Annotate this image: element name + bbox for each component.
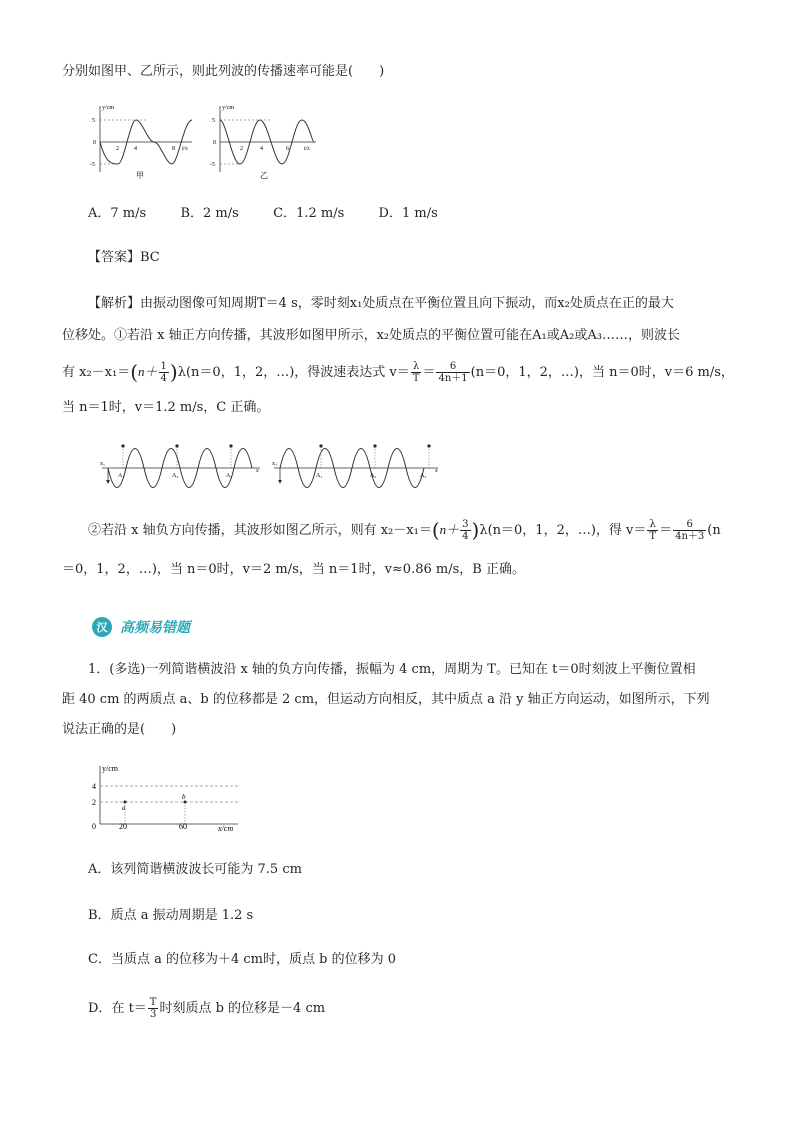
q2-option-c[interactable]: C．当质点 a 的位移为＋4 cm时，质点 b 的位移为 0: [88, 952, 396, 967]
analysis-line-4: 当 n＝1时，v＝1.2 m/s，C 正确。: [62, 400, 270, 415]
svg-text:x: x: [435, 468, 438, 474]
svg-text:a: a: [122, 804, 126, 812]
svg-text:x: x: [256, 468, 259, 474]
svg-text:5: 5: [92, 118, 95, 124]
answer-value: BC: [140, 250, 160, 265]
fig-right-graph: [210, 105, 316, 180]
answer-tag: 【答案】: [88, 250, 141, 265]
svg-text:A₂: A₂: [172, 473, 179, 479]
analysis-line-3: 有 x₂－x₁＝(n＋ $\frac{1}{4}$ )λ(n＝0，1，2，…)，得波速表达式 v＝ $\frac{\lambda}{T}$ ＝ $\frac{6}{4n+1}$ (n＝0，1，2，…)，当 n＝0时，v＝6 m/s，: [62, 360, 734, 384]
section-header: [92, 616, 190, 638]
analysis-line-1: 【解析】由振动图像可知周期T＝4 s，零时刻x₁处质点在平衡位置且向下振动，而x₂处质点在正的最大: [88, 296, 674, 311]
svg-text:4: 4: [134, 146, 137, 152]
svg-text:A₃: A₃: [420, 473, 427, 479]
svg-text:-5: -5: [90, 162, 95, 168]
q1-vibration-figure: [88, 102, 328, 182]
svg-text:4: 4: [92, 782, 96, 791]
q2-line-2: 距 40 cm 的两质点 a、b 的位移都是 2 cm，但运动方向相反，其中质点 a 沿 y 轴正方向运动，如图所示，下列: [62, 692, 710, 707]
svg-text:A₁: A₁: [316, 473, 323, 479]
svg-text:0: 0: [93, 140, 96, 146]
q2-figure: [88, 762, 248, 834]
q1-option-c[interactable]: C．1.2 m/s: [273, 206, 345, 221]
fig-left-ylabel: y/cm: [102, 105, 114, 111]
q1-options: [88, 204, 438, 224]
svg-text:A₁: A₁: [118, 473, 125, 479]
svg-text:2: 2: [116, 146, 119, 152]
section-title: 高频易错题: [120, 620, 190, 636]
svg-text:x/cm: x/cm: [218, 824, 234, 833]
svg-text:6: 6: [286, 146, 289, 152]
wave-left: [100, 444, 260, 487]
svg-text:5: 5: [212, 118, 215, 124]
fig-right-caption: 乙: [260, 171, 268, 180]
q2-line-1: 1．(多选)一列简谐横波沿 x 轴的负方向传播，振幅为 4 cm，周期为 T。已知在 t＝0时刻波上平衡位置相: [88, 662, 696, 677]
q2-option-a[interactable]: A．该列简谐横波波长可能为 7.5 cm: [88, 862, 302, 877]
q1-option-b[interactable]: B．2 m/s: [180, 206, 239, 221]
svg-text:20: 20: [119, 822, 127, 831]
analysis-line-6: ＝0，1，2，…)，当 n＝0时，v＝2 m/s，当 n＝1时，v≈0.86 m/s，B 正确。: [62, 562, 525, 577]
svg-text:y/cm: y/cm: [222, 105, 234, 111]
svg-text:60: 60: [179, 822, 187, 831]
svg-text:y/cm: y/cm: [102, 764, 118, 773]
q2-option-b[interactable]: B．质点 a 振动周期是 1.2 s: [88, 908, 254, 923]
q2-option-d[interactable]: D．在 t＝ $\frac{T}{3}$ 时刻质点 b 的位移是－4 cm: [88, 997, 326, 1020]
section-icon: 汉: [92, 617, 112, 637]
svg-text:8: 8: [172, 146, 175, 152]
analysis-line-2: 位移处。①若沿 x 轴正方向传播，其波形如图甲所示，x₂处质点的平衡位置可能在A₁或A₂或A₃……，则波长: [62, 328, 680, 343]
svg-text:x₁: x₁: [272, 461, 278, 467]
svg-text:t/s: t/s: [304, 146, 310, 152]
svg-text:2: 2: [240, 146, 243, 152]
q1-stem: 分别如图甲、乙所示，则此列波的传播速率可能是( ): [62, 64, 385, 79]
svg-text:t/s: t/s: [182, 146, 188, 152]
svg-text:-5: -5: [210, 162, 215, 168]
analysis-line-5: ②若沿 x 轴负方向传播，其波形如图乙所示，则有 x₂－x₁＝(n＋ $\frac{3}{4}$ )λ(n＝0，1，2，…)，得 v＝ $\frac{\lambda}{T}$ ＝ $\frac{6}{4n+3}$ (n: [88, 518, 721, 542]
svg-text:x₁: x₁: [100, 461, 106, 467]
svg-text:2: 2: [92, 798, 96, 807]
q2-line-3: 说法正确的是( ): [62, 722, 177, 737]
svg-text:4: 4: [260, 146, 263, 152]
q1-option-a[interactable]: A．7 m/s: [88, 206, 147, 221]
svg-text:A₂: A₂: [370, 473, 377, 479]
svg-text:b: b: [182, 793, 186, 801]
svg-text:A₃: A₃: [226, 473, 233, 479]
wave-figure: [98, 436, 444, 498]
fig-left-caption: 甲: [136, 171, 144, 180]
analysis-tag: 【解析】: [88, 296, 141, 311]
svg-text:0: 0: [213, 140, 216, 146]
fig-left-graph: [90, 105, 192, 180]
q1-option-d[interactable]: D．1 m/s: [378, 206, 438, 221]
wave-right: [272, 444, 438, 487]
svg-text:0: 0: [92, 822, 96, 831]
q1-answer: [88, 248, 160, 268]
